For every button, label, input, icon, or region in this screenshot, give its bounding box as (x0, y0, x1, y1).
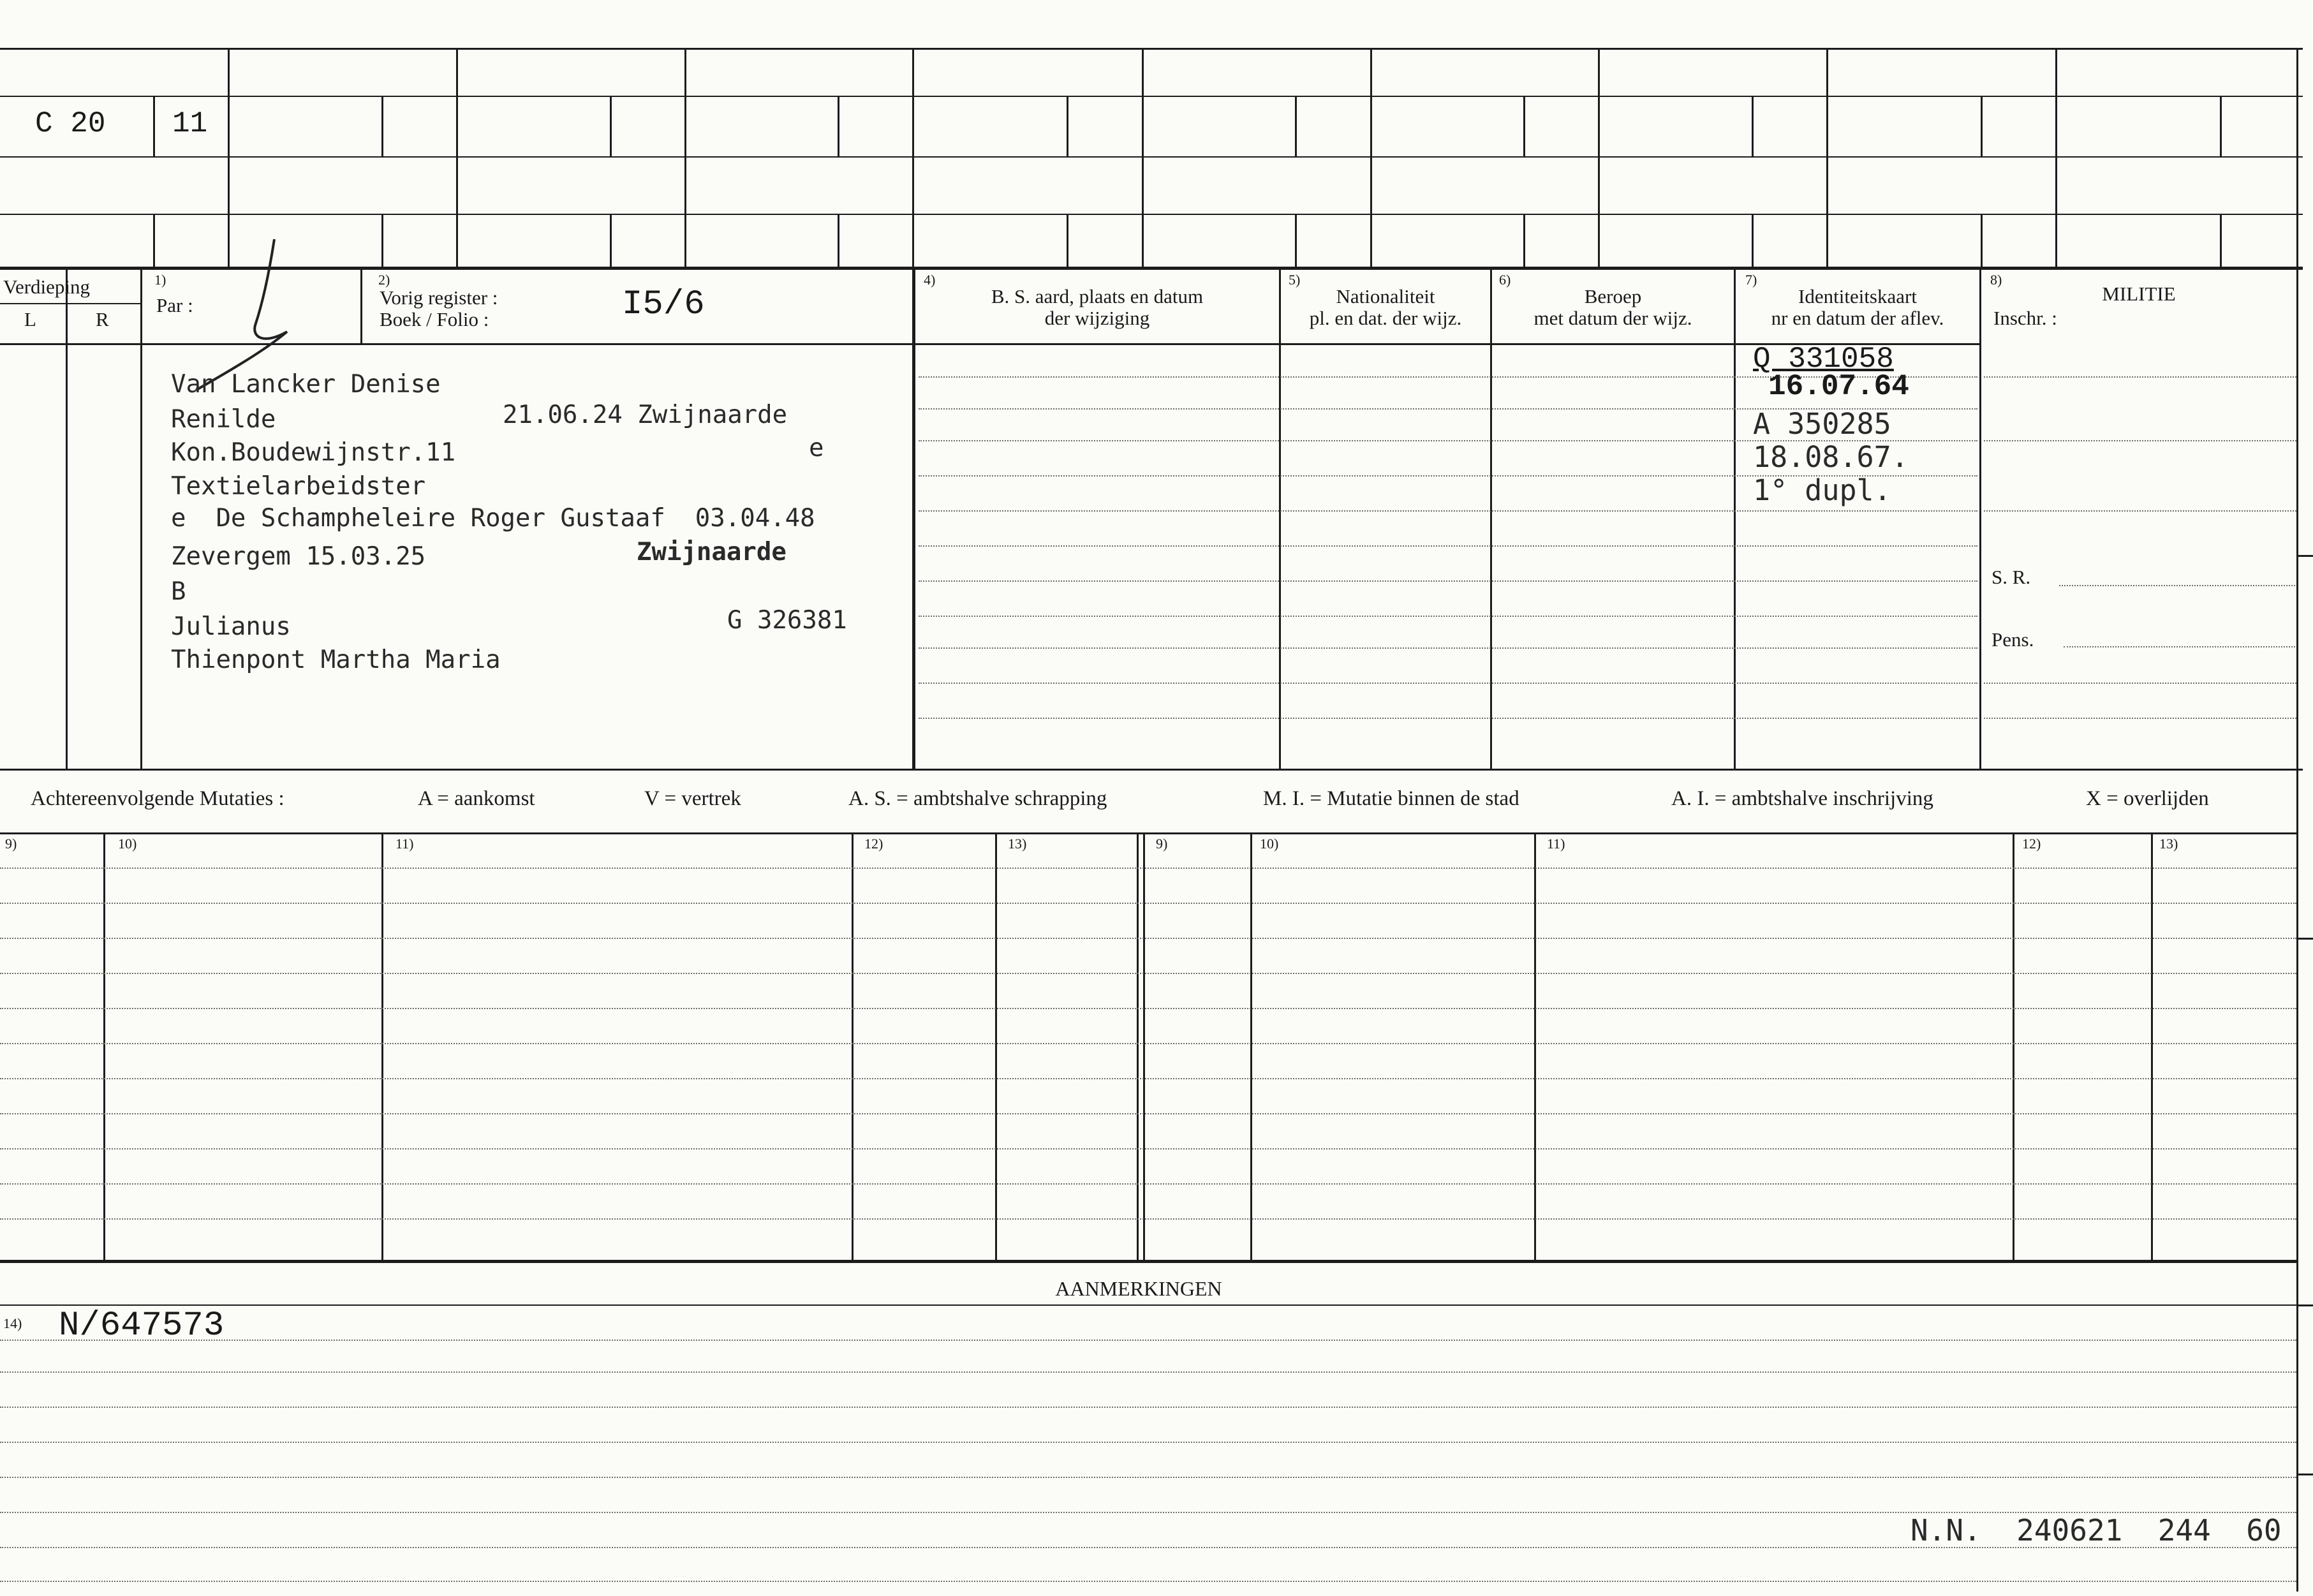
person-spouse-birth: Zevergem 15.03.25 (171, 542, 426, 571)
col2-number: 2) (378, 272, 390, 288)
par-label: Par : (156, 294, 193, 316)
mut-col13-right: 13) (2159, 836, 2178, 852)
id-card2-number: A 350285 (1753, 407, 1891, 441)
nationaliteit-line1: Nationaliteit (1336, 285, 1435, 307)
col6-number: 6) (1499, 272, 1511, 288)
bs-header-line1: B. S. aard, plaats en datum (991, 285, 1204, 307)
person-spouse: e De Schampheleire Roger Gustaaf 03.04.48 (171, 504, 815, 533)
vorig-register-label: Vorig register : (380, 286, 498, 309)
col4-number: 4) (924, 272, 936, 288)
militie-label: MILITIE (2102, 283, 2176, 305)
col5-number: 5) (1289, 272, 1301, 288)
mut-col10-left: 10) (118, 836, 137, 852)
verdieping-label: Verdieping (3, 276, 91, 298)
sr-label: S. R. (1992, 566, 2031, 588)
col1-number: 1) (154, 272, 166, 288)
mut-col12-left: 12) (864, 836, 883, 852)
mutations-title: Achtereenvolgende Mutaties : (31, 787, 285, 810)
beroep-line1: Beroep (1584, 285, 1642, 307)
person-stamp-place: Zwijnaarde (637, 538, 787, 566)
id-card1-date: 16.07.64 (1768, 370, 1909, 403)
bs-header-line2: der wijziging (1044, 307, 1150, 329)
boek-folio-label: Boek / Folio : (380, 308, 489, 330)
remarks-number: 14) (3, 1315, 22, 1331)
id-card2-note: 1° dupl. (1753, 473, 1891, 507)
person-b: B (171, 577, 186, 606)
identiteitskaart-line2: nr en datum der aflev. (1771, 307, 1944, 329)
floor-r-label: R (96, 308, 109, 330)
id-card1-number: Q 331058 (1753, 343, 1894, 376)
legend-departure: V = vertrek (644, 787, 741, 810)
vorig-register-value: I5/6 (622, 285, 705, 324)
national-number: N.N. 240621 244 60 (1910, 1513, 2282, 1548)
legend-mi: M. I. = Mutatie binnen de stad (1263, 787, 1519, 810)
person-occupation: Textielarbeidster (171, 472, 426, 501)
card-code: C 20 (35, 107, 106, 140)
mut-col11-right: 11) (1547, 836, 1565, 852)
person-e-mark: e (809, 434, 824, 462)
col8-number: 8) (1990, 272, 2002, 288)
legend-as: A. S. = ambtshalve schrapping (848, 787, 1107, 810)
beroep-line2: met datum der wijz. (1533, 307, 1692, 329)
person-name: Van Lancker Denise (171, 370, 441, 399)
person-mother: Thienpont Martha Maria (171, 646, 501, 674)
pens-label: Pens. (1992, 628, 2034, 651)
mut-col9-right: 9) (1156, 836, 1168, 852)
floor-l-label: L (24, 308, 36, 330)
nationaliteit-line2: pl. en dat. der wijz. (1309, 307, 1462, 329)
remarks-value: N/647573 (59, 1306, 225, 1345)
mut-col11-left: 11) (395, 836, 414, 852)
person-name-2: Renilde (171, 405, 276, 434)
mut-col10-right: 10) (1260, 836, 1279, 852)
person-id-ref: G 326381 (727, 606, 847, 635)
card-number: 11 (172, 107, 208, 140)
mut-col13-left: 13) (1008, 836, 1027, 852)
person-address: Kon.Boudewijnstr.11 (171, 438, 456, 467)
person-julianus: Julianus (171, 612, 291, 641)
legend-ai: A. I. = ambtshalve inschrijving (1671, 787, 1933, 810)
id-card2-date: 18.08.67. (1753, 440, 1909, 474)
inschr-label: Inschr. : (1993, 307, 2057, 329)
person-birth: 21.06.24 Zwijnaarde (503, 401, 788, 429)
legend-death: X = overlijden (2086, 787, 2209, 810)
remarks-title: AANMERKINGEN (1055, 1277, 1222, 1300)
legend-arrival: A = aankomst (418, 787, 535, 810)
col7-number: 7) (1745, 272, 1757, 288)
identiteitskaart-line1: Identiteitskaart (1798, 285, 1917, 307)
mut-col9-left: 9) (5, 836, 17, 852)
mut-col12-right: 12) (2022, 836, 2041, 852)
